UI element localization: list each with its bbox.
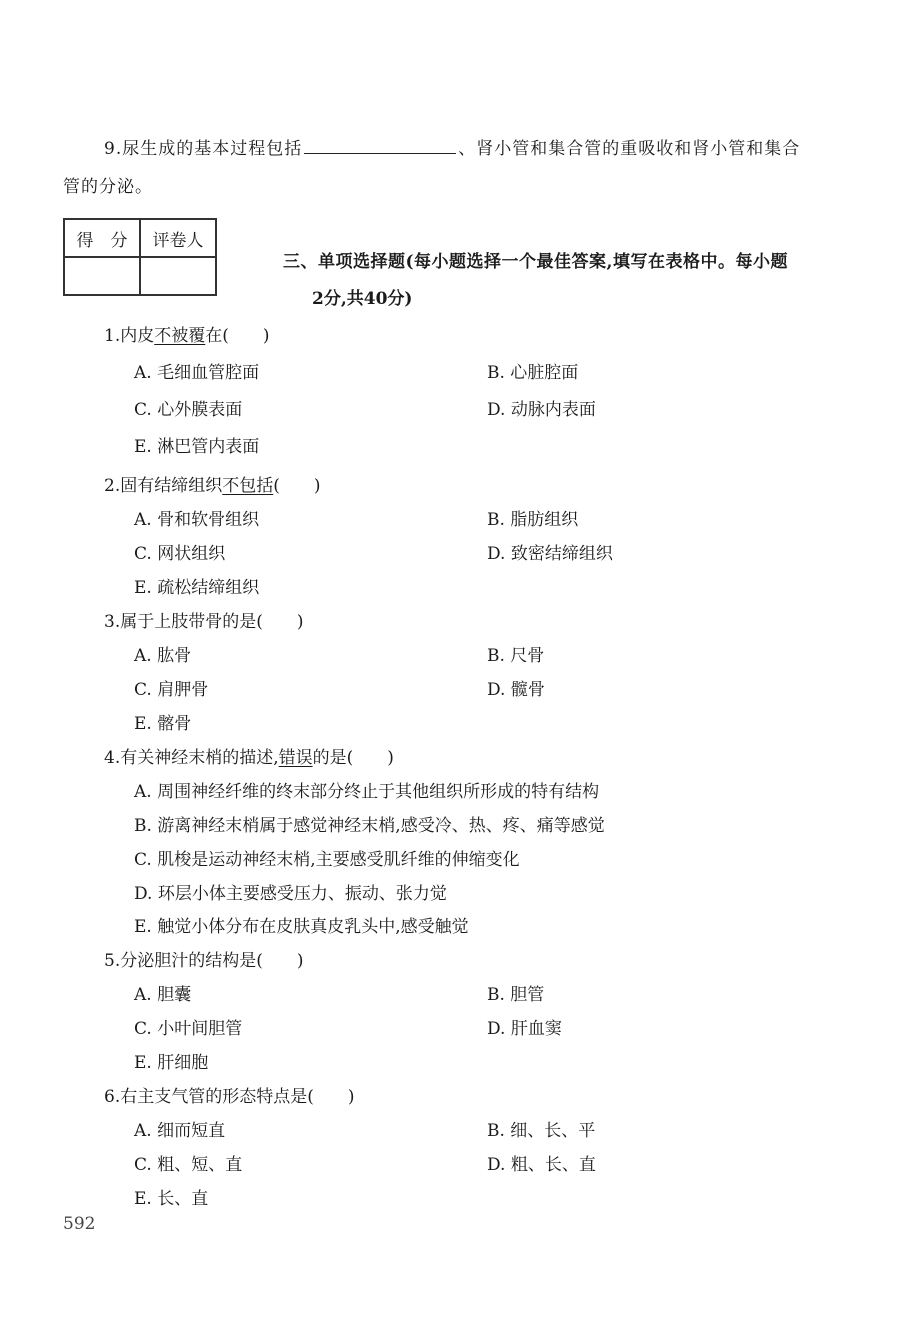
option-d[interactable]: D. 肝血窦 bbox=[487, 1019, 562, 1039]
option-e[interactable]: E. 肝细胞 bbox=[134, 1053, 209, 1073]
question-1-stem bbox=[104, 321, 270, 346]
question-9-text-before: 尿生成的基本过程包括 bbox=[122, 139, 303, 159]
option-e[interactable]: E. 髂骨 bbox=[134, 714, 192, 734]
option-e[interactable]: E. 疏松结缔组织 bbox=[134, 578, 260, 598]
stem-emphasis: 不包括 bbox=[222, 476, 274, 496]
question-9-line1 bbox=[104, 134, 800, 159]
stem-text: 在( ) bbox=[205, 326, 270, 346]
option-c[interactable]: C. 小叶间胆管 bbox=[134, 1019, 243, 1039]
option-a[interactable]: A. 胆囊 bbox=[134, 985, 192, 1005]
option-d[interactable]: D. 粗、长、直 bbox=[487, 1155, 596, 1175]
question-4-stem bbox=[104, 743, 394, 768]
option-a[interactable]: A. 毛细血管腔面 bbox=[134, 363, 260, 383]
option-a[interactable]: A. 周围神经纤维的终末部分终止于其他组织所形成的特有结构 bbox=[134, 782, 600, 802]
option-a[interactable]: A. 骨和软骨组织 bbox=[134, 510, 260, 530]
section-title-line2: 2分,共40分) bbox=[312, 289, 413, 309]
option-b[interactable]: B. 脂肪组织 bbox=[487, 510, 579, 530]
stem-text: ( ) bbox=[273, 476, 321, 496]
option-e[interactable]: E. 触觉小体分布在皮肤真皮乳头中,感受触觉 bbox=[134, 917, 469, 937]
option-b[interactable]: B. 心脏腔面 bbox=[487, 363, 579, 383]
stem-text: 4.有关神经末梢的描述, bbox=[104, 748, 279, 768]
grader-header: 评卷人 bbox=[140, 219, 216, 257]
question-5-stem: 5.分泌胆汁的结构是( ) bbox=[104, 951, 304, 971]
option-d[interactable]: D. 髋骨 bbox=[487, 680, 545, 700]
question-6-stem: 6.右主支气管的形态特点是( ) bbox=[104, 1087, 355, 1107]
option-c[interactable]: C. 肩胛骨 bbox=[134, 680, 209, 700]
score-header: 得 分 bbox=[64, 219, 140, 257]
section-title: 三、单项选择题(每小题选择一个最佳答案,填写在表格中。每小题 bbox=[283, 252, 788, 272]
score-table bbox=[63, 218, 217, 296]
stem-emphasis: 错误 bbox=[278, 748, 313, 768]
option-b[interactable]: B. 细、长、平 bbox=[487, 1121, 596, 1141]
option-d[interactable]: D. 动脉内表面 bbox=[487, 400, 596, 420]
question-2-stem bbox=[104, 471, 321, 496]
question-9-line2: 管的分泌。 bbox=[63, 177, 153, 197]
option-c[interactable]: C. 心外膜表面 bbox=[134, 400, 243, 420]
stem-text: 2.固有结缔组织 bbox=[104, 476, 223, 496]
stem-emphasis: 不被覆 bbox=[154, 326, 206, 346]
option-b[interactable]: B. 胆管 bbox=[487, 985, 545, 1005]
option-c[interactable]: C. 肌梭是运动神经末梢,主要感受肌纤维的伸缩变化 bbox=[134, 850, 520, 870]
score-cell[interactable] bbox=[64, 257, 140, 295]
option-e[interactable]: E. 淋巴管内表面 bbox=[134, 437, 260, 457]
option-b[interactable]: B. 尺骨 bbox=[487, 646, 545, 666]
option-b[interactable]: B. 游离神经末梢属于感觉神经末梢,感受冷、热、疼、痛等感觉 bbox=[134, 816, 605, 836]
option-a[interactable]: A. 肱骨 bbox=[134, 646, 192, 666]
option-d[interactable]: D. 致密结缔组织 bbox=[487, 544, 613, 564]
stem-text: 1.内皮 bbox=[104, 326, 155, 346]
page-number: 592 bbox=[63, 1214, 96, 1234]
grader-cell[interactable] bbox=[140, 257, 216, 295]
option-c[interactable]: C. 粗、短、直 bbox=[134, 1155, 243, 1175]
question-9-text-after: 、肾小管和集合管的重吸收和肾小管和集合 bbox=[458, 139, 801, 159]
option-e[interactable]: E. 长、直 bbox=[134, 1189, 209, 1209]
question-3-stem: 3.属于上肢带骨的是( ) bbox=[104, 612, 304, 632]
option-a[interactable]: A. 细而短直 bbox=[134, 1121, 226, 1141]
question-9-number: 9. bbox=[104, 139, 123, 159]
fill-blank[interactable] bbox=[304, 135, 456, 154]
option-c[interactable]: C. 网状组织 bbox=[134, 544, 226, 564]
option-d[interactable]: D. 环层小体主要感受压力、振动、张力觉 bbox=[134, 884, 447, 904]
stem-text: 的是( ) bbox=[312, 748, 394, 768]
